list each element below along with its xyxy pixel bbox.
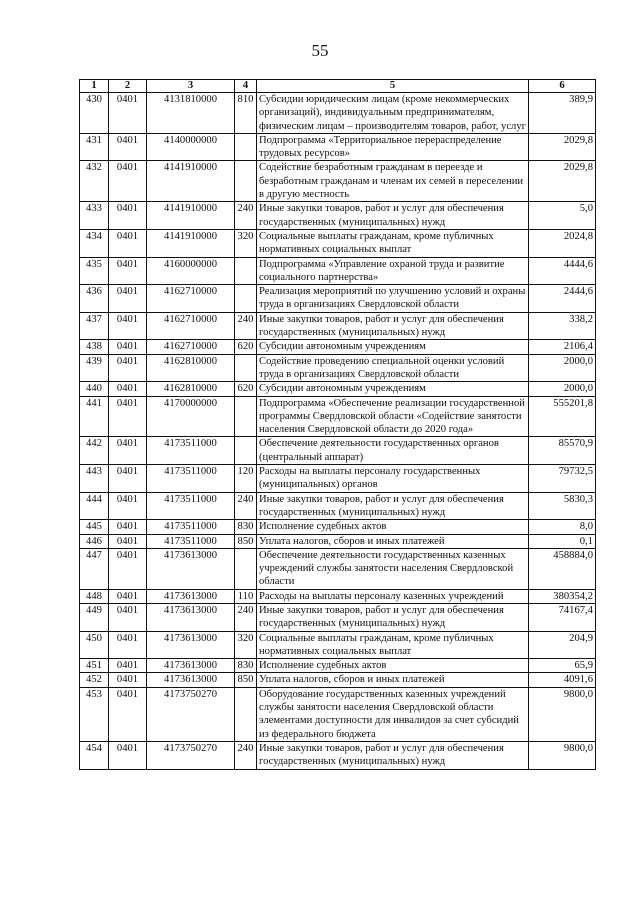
row-number: 443 [80, 465, 109, 493]
row-number: 444 [80, 492, 109, 520]
section-code: 0401 [109, 93, 147, 134]
table-row [80, 589, 596, 603]
amount: 85570,9 [529, 437, 596, 465]
expense-type-code: 240 [235, 312, 257, 340]
section-code: 0401 [109, 465, 147, 493]
item-name: Иные закупки товаров, работ и услуг для обеспечения государственных (муниципальных) нужд [257, 741, 529, 769]
expense-type-code [235, 257, 257, 285]
expense-type-code [235, 396, 257, 437]
table-row [80, 285, 596, 313]
column-header-1: 1 [80, 80, 109, 93]
row-number: 449 [80, 603, 109, 631]
table-row [80, 631, 596, 659]
section-code: 0401 [109, 603, 147, 631]
expense-type-code: 110 [235, 589, 257, 603]
target-code: 4173613000 [147, 603, 235, 631]
section-code: 0401 [109, 340, 147, 354]
section-code: 0401 [109, 396, 147, 437]
row-number: 437 [80, 312, 109, 340]
expense-type-code: 240 [235, 603, 257, 631]
table-row [80, 354, 596, 382]
item-name: Подпрограмма «Территориальное перераспределение трудовых ресурсов» [257, 133, 529, 161]
item-name: Исполнение судебных актов [257, 659, 529, 673]
amount: 8,0 [529, 520, 596, 534]
section-code: 0401 [109, 589, 147, 603]
expense-type-code [235, 437, 257, 465]
target-code: 4162710000 [147, 340, 235, 354]
amount: 9800,0 [529, 687, 596, 741]
expense-type-code: 830 [235, 520, 257, 534]
item-name: Социальные выплаты гражданам, кроме публичных нормативных социальных выплат [257, 229, 529, 257]
table-row [80, 257, 596, 285]
target-code: 4173613000 [147, 659, 235, 673]
amount: 0,1 [529, 534, 596, 548]
expense-type-code [235, 687, 257, 741]
item-name: Обеспечение деятельности государственных казенных учреждений службы занятости населения Свердловской области [257, 548, 529, 589]
target-code: 4173511000 [147, 520, 235, 534]
item-name: Иные закупки товаров, работ и услуг для обеспечения государственных (муниципальных) нужд [257, 603, 529, 631]
table-row [80, 133, 596, 161]
table-row [80, 520, 596, 534]
expense-type-code: 320 [235, 631, 257, 659]
item-name: Иные закупки товаров, работ и услуг для обеспечения государственных (муниципальных) нужд [257, 202, 529, 230]
item-name: Субсидии юридическим лицам (кроме некоммерческих организаций), индивидуальным предпринимателям, физическим лицам – производителям товаров, работ, услуг [257, 93, 529, 134]
amount: 2024,8 [529, 229, 596, 257]
table-row [80, 229, 596, 257]
expense-type-code: 240 [235, 741, 257, 769]
table-row [80, 548, 596, 589]
table-row [80, 465, 596, 493]
amount: 338,2 [529, 312, 596, 340]
section-code: 0401 [109, 659, 147, 673]
column-header-3: 3 [147, 80, 235, 93]
section-code: 0401 [109, 437, 147, 465]
item-name: Уплата налогов, сборов и иных платежей [257, 673, 529, 687]
row-number: 436 [80, 285, 109, 313]
target-code: 4162810000 [147, 382, 235, 396]
page-number: 55 [311, 41, 329, 60]
amount: 5830,3 [529, 492, 596, 520]
target-code: 4173613000 [147, 673, 235, 687]
table-row [80, 340, 596, 354]
table-row [80, 161, 596, 202]
row-number: 445 [80, 520, 109, 534]
section-code: 0401 [109, 285, 147, 313]
amount: 389,9 [529, 93, 596, 134]
expense-type-code: 810 [235, 93, 257, 134]
target-code: 4173750270 [147, 687, 235, 741]
amount: 2029,8 [529, 161, 596, 202]
row-number: 440 [80, 382, 109, 396]
amount: 2000,0 [529, 354, 596, 382]
table-row [80, 492, 596, 520]
expense-type-code [235, 354, 257, 382]
amount: 65,9 [529, 659, 596, 673]
table-row [80, 603, 596, 631]
item-name: Расходы на выплаты персоналу казенных учреждений [257, 589, 529, 603]
item-name: Содействие безработным гражданам в переезде и безработным гражданам и членам их семей в переселении в другую местность [257, 161, 529, 202]
column-header-6: 6 [529, 80, 596, 93]
target-code: 4170000000 [147, 396, 235, 437]
section-code: 0401 [109, 354, 147, 382]
table-row [80, 437, 596, 465]
section-code: 0401 [109, 229, 147, 257]
section-code: 0401 [109, 631, 147, 659]
amount: 79732,5 [529, 465, 596, 493]
row-number: 435 [80, 257, 109, 285]
table-row [80, 659, 596, 673]
expense-type-code: 850 [235, 534, 257, 548]
item-name: Исполнение судебных актов [257, 520, 529, 534]
amount: 74167,4 [529, 603, 596, 631]
target-code: 4131810000 [147, 93, 235, 134]
amount: 2106,4 [529, 340, 596, 354]
amount: 2029,8 [529, 133, 596, 161]
expense-type-code [235, 285, 257, 313]
table-row [80, 382, 596, 396]
amount: 380354,2 [529, 589, 596, 603]
budget-table [79, 79, 596, 770]
row-number: 438 [80, 340, 109, 354]
section-code: 0401 [109, 673, 147, 687]
table-row [80, 534, 596, 548]
section-code: 0401 [109, 534, 147, 548]
row-number: 451 [80, 659, 109, 673]
row-number: 448 [80, 589, 109, 603]
expense-type-code [235, 161, 257, 202]
amount: 9800,0 [529, 741, 596, 769]
section-code: 0401 [109, 741, 147, 769]
amount: 5,0 [529, 202, 596, 230]
section-code: 0401 [109, 687, 147, 741]
item-name: Иные закупки товаров, работ и услуг для обеспечения государственных (муниципальных) нужд [257, 312, 529, 340]
row-number: 450 [80, 631, 109, 659]
item-name: Уплата налогов, сборов и иных платежей [257, 534, 529, 548]
amount: 458884,0 [529, 548, 596, 589]
expense-type-code: 850 [235, 673, 257, 687]
column-header-4: 4 [235, 80, 257, 93]
section-code: 0401 [109, 312, 147, 340]
expense-type-code: 320 [235, 229, 257, 257]
row-number: 431 [80, 133, 109, 161]
amount: 555201,8 [529, 396, 596, 437]
item-name: Социальные выплаты гражданам, кроме публичных нормативных социальных выплат [257, 631, 529, 659]
expense-type-code: 240 [235, 202, 257, 230]
item-name: Расходы на выплаты персоналу государственных (муниципальных) органов [257, 465, 529, 493]
target-code: 4141910000 [147, 161, 235, 202]
expense-type-code [235, 133, 257, 161]
row-number: 434 [80, 229, 109, 257]
column-header-5: 5 [257, 80, 529, 93]
section-code: 0401 [109, 133, 147, 161]
target-code: 4173613000 [147, 631, 235, 659]
table-row [80, 202, 596, 230]
row-number: 432 [80, 161, 109, 202]
amount: 4444,6 [529, 257, 596, 285]
item-name: Иные закупки товаров, работ и услуг для обеспечения государственных (муниципальных) нужд [257, 492, 529, 520]
expense-type-code: 830 [235, 659, 257, 673]
target-code: 4173613000 [147, 589, 235, 603]
section-code: 0401 [109, 382, 147, 396]
row-number: 430 [80, 93, 109, 134]
item-name: Обеспечение деятельности государственных органов (центральный аппарат) [257, 437, 529, 465]
row-number: 442 [80, 437, 109, 465]
row-number: 441 [80, 396, 109, 437]
amount: 2000,0 [529, 382, 596, 396]
row-number: 433 [80, 202, 109, 230]
row-number: 454 [80, 741, 109, 769]
target-code: 4162810000 [147, 354, 235, 382]
target-code: 4162710000 [147, 312, 235, 340]
target-code: 4140000000 [147, 133, 235, 161]
target-code: 4162710000 [147, 285, 235, 313]
amount: 204,9 [529, 631, 596, 659]
section-code: 0401 [109, 202, 147, 230]
target-code: 4141910000 [147, 229, 235, 257]
item-name: Субсидии автономным учреждениям [257, 382, 529, 396]
target-code: 4173511000 [147, 492, 235, 520]
item-name: Содействие проведению специальной оценки условий труда в организациях Свердловской области [257, 354, 529, 382]
table-row [80, 673, 596, 687]
section-code: 0401 [109, 161, 147, 202]
target-code: 4173511000 [147, 437, 235, 465]
expense-type-code: 620 [235, 340, 257, 354]
item-name: Реализация мероприятий по улучшению условий и охраны труда в организациях Свердловской области [257, 285, 529, 313]
table-row [80, 687, 596, 741]
table-row [80, 93, 596, 134]
item-name: Подпрограмма «Управление охраной труда и развитие социального партнерства» [257, 257, 529, 285]
target-code: 4173511000 [147, 534, 235, 548]
target-code: 4173511000 [147, 465, 235, 493]
row-number: 447 [80, 548, 109, 589]
amount: 2444,6 [529, 285, 596, 313]
header-row [80, 80, 596, 93]
table-row [80, 741, 596, 769]
section-code: 0401 [109, 548, 147, 589]
item-name: Субсидии автономным учреждениям [257, 340, 529, 354]
expense-type-code: 620 [235, 382, 257, 396]
row-number: 452 [80, 673, 109, 687]
table-body [80, 93, 596, 770]
expense-type-code: 240 [235, 492, 257, 520]
row-number: 439 [80, 354, 109, 382]
section-code: 0401 [109, 257, 147, 285]
table-row [80, 396, 596, 437]
section-code: 0401 [109, 492, 147, 520]
target-code: 4160000000 [147, 257, 235, 285]
expense-type-code: 120 [235, 465, 257, 493]
target-code: 4173613000 [147, 548, 235, 589]
expense-type-code [235, 548, 257, 589]
column-header-2: 2 [109, 80, 147, 93]
target-code: 4141910000 [147, 202, 235, 230]
section-code: 0401 [109, 520, 147, 534]
target-code: 4173750270 [147, 741, 235, 769]
item-name: Оборудование государственных казенных учреждений службы занятости населения Свердловской области элементами доступности для инвалидов за счет субсидий из федерального бюджета [257, 687, 529, 741]
table-row [80, 312, 596, 340]
row-number: 446 [80, 534, 109, 548]
row-number: 453 [80, 687, 109, 741]
amount: 4091,6 [529, 673, 596, 687]
item-name: Подпрограмма «Обеспечение реализации государственной программы Свердловской области «Содействие занятости населения Свердловской области до 2020 года» [257, 396, 529, 437]
